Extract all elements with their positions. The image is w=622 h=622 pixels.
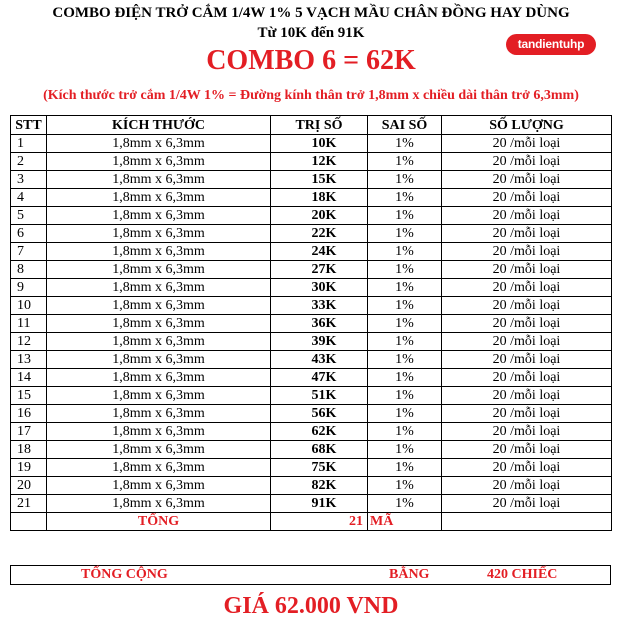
total-empty-cell — [442, 513, 612, 531]
row-stt: 13 — [11, 351, 47, 369]
row-size: 1,8mm x 6,3mm — [47, 225, 271, 243]
row-quantity: 20 /mỗi loại — [442, 405, 612, 423]
row-stt: 21 — [11, 495, 47, 513]
row-value: 39K — [271, 333, 368, 351]
row-value: 30K — [271, 279, 368, 297]
row-value: 47K — [271, 369, 368, 387]
row-tolerance: 1% — [368, 441, 442, 459]
row-value: 15K — [271, 171, 368, 189]
row-tolerance: 1% — [368, 279, 442, 297]
row-stt: 6 — [11, 225, 47, 243]
grand-total-label: TỔNG CỘNG — [81, 567, 168, 582]
row-quantity: 20 /mỗi loại — [442, 387, 612, 405]
table-row — [11, 405, 612, 423]
row-value: 43K — [271, 351, 368, 369]
row-quantity: 20 /mỗi loại — [442, 441, 612, 459]
table-row — [11, 297, 612, 315]
row-quantity: 20 /mỗi loại — [442, 207, 612, 225]
row-size: 1,8mm x 6,3mm — [47, 261, 271, 279]
range-subtitle: Từ 10K đến 91K — [257, 25, 365, 41]
row-stt: 9 — [11, 279, 47, 297]
row-size: 1,8mm x 6,3mm — [47, 315, 271, 333]
table-row — [11, 171, 612, 189]
row-quantity: 20 /mỗi loại — [442, 477, 612, 495]
table-row — [11, 243, 612, 261]
row-size: 1,8mm x 6,3mm — [47, 495, 271, 513]
row-tolerance: 1% — [368, 477, 442, 495]
table-row — [11, 315, 612, 333]
table-row — [11, 135, 612, 153]
row-value: 75K — [271, 459, 368, 477]
column-header-size: KÍCH THƯỚC — [47, 116, 271, 135]
row-tolerance: 1% — [368, 225, 442, 243]
row-size: 1,8mm x 6,3mm — [47, 171, 271, 189]
total-count: 21 — [271, 513, 368, 531]
row-quantity: 20 /mỗi loại — [442, 189, 612, 207]
column-header-stt: STT — [11, 116, 47, 135]
row-tolerance: 1% — [368, 261, 442, 279]
row-size: 1,8mm x 6,3mm — [47, 441, 271, 459]
grand-total-amount: 420 CHIẾC — [487, 567, 558, 582]
row-stt: 10 — [11, 297, 47, 315]
row-stt: 14 — [11, 369, 47, 387]
row-size: 1,8mm x 6,3mm — [47, 153, 271, 171]
price-label: GIÁ 62.000 VND — [223, 593, 399, 619]
row-quantity: 20 /mỗi loại — [442, 459, 612, 477]
row-stt: 15 — [11, 387, 47, 405]
row-value: 22K — [271, 225, 368, 243]
resistor-table — [10, 115, 612, 531]
row-stt: 3 — [11, 171, 47, 189]
row-quantity: 20 /mỗi loại — [442, 315, 612, 333]
row-stt: 8 — [11, 261, 47, 279]
row-stt: 4 — [11, 189, 47, 207]
row-stt: 16 — [11, 405, 47, 423]
row-quantity: 20 /mỗi loại — [442, 333, 612, 351]
row-size: 1,8mm x 6,3mm — [47, 459, 271, 477]
row-value: 62K — [271, 423, 368, 441]
table-header-row — [11, 116, 612, 135]
row-value: 27K — [271, 261, 368, 279]
row-value: 12K — [271, 153, 368, 171]
row-stt: 17 — [11, 423, 47, 441]
column-header-tolerance: SAI SỐ — [368, 116, 442, 135]
row-quantity: 20 /mỗi loại — [442, 297, 612, 315]
row-stt: 1 — [11, 135, 47, 153]
table-row — [11, 495, 612, 513]
row-size: 1,8mm x 6,3mm — [47, 387, 271, 405]
table-row — [11, 369, 612, 387]
row-tolerance: 1% — [368, 189, 442, 207]
table-row — [11, 225, 612, 243]
row-value: 68K — [271, 441, 368, 459]
row-quantity: 20 /mỗi loại — [442, 369, 612, 387]
row-stt: 5 — [11, 207, 47, 225]
row-tolerance: 1% — [368, 315, 442, 333]
size-note: (Kích thước trở cắm 1/4W 1% = Đường kính thân trở 1,8mm x chiều dài thân trở 6,3mm) — [43, 88, 579, 103]
row-value: 33K — [271, 297, 368, 315]
row-size: 1,8mm x 6,3mm — [47, 189, 271, 207]
table-row — [11, 153, 612, 171]
row-tolerance: 1% — [368, 243, 442, 261]
total-spacer-cell — [11, 513, 47, 531]
total-label: TỔNG — [47, 513, 271, 531]
table-row — [11, 261, 612, 279]
row-value: 18K — [271, 189, 368, 207]
row-quantity: 20 /mỗi loại — [442, 153, 612, 171]
row-size: 1,8mm x 6,3mm — [47, 423, 271, 441]
row-size: 1,8mm x 6,3mm — [47, 297, 271, 315]
grand-total-equals: BẰNG — [389, 567, 430, 582]
row-stt: 20 — [11, 477, 47, 495]
row-value: 91K — [271, 495, 368, 513]
table-row — [11, 387, 612, 405]
row-quantity: 20 /mỗi loại — [442, 171, 612, 189]
row-tolerance: 1% — [368, 423, 442, 441]
row-stt: 7 — [11, 243, 47, 261]
row-size: 1,8mm x 6,3mm — [47, 369, 271, 387]
row-tolerance: 1% — [368, 297, 442, 315]
row-size: 1,8mm x 6,3mm — [47, 477, 271, 495]
row-tolerance: 1% — [368, 153, 442, 171]
row-size: 1,8mm x 6,3mm — [47, 279, 271, 297]
row-tolerance: 1% — [368, 459, 442, 477]
row-tolerance: 1% — [368, 207, 442, 225]
row-value: 24K — [271, 243, 368, 261]
row-quantity: 20 /mỗi loại — [442, 495, 612, 513]
table-row — [11, 459, 612, 477]
row-value: 36K — [271, 315, 368, 333]
row-value: 51K — [271, 387, 368, 405]
row-quantity: 20 /mỗi loại — [442, 423, 612, 441]
page-title: COMBO ĐIỆN TRỞ CẮM 1/4W 1% 5 VẠCH MẦU CHÂN ĐỒNG HAY DÙNG — [52, 5, 570, 21]
column-header-quantity: SỐ LƯỢNG — [442, 116, 612, 135]
table-row — [11, 477, 612, 495]
brand-badge: tandientuhp — [506, 34, 596, 55]
row-tolerance: 1% — [368, 495, 442, 513]
row-stt: 18 — [11, 441, 47, 459]
row-quantity: 20 /mỗi loại — [442, 243, 612, 261]
row-size: 1,8mm x 6,3mm — [47, 243, 271, 261]
column-header-value: TRỊ SỐ — [271, 116, 368, 135]
grand-total-row — [10, 565, 611, 585]
row-value: 82K — [271, 477, 368, 495]
row-tolerance: 1% — [368, 369, 442, 387]
row-tolerance: 1% — [368, 135, 442, 153]
row-tolerance: 1% — [368, 351, 442, 369]
row-value: 56K — [271, 405, 368, 423]
row-quantity: 20 /mỗi loại — [442, 225, 612, 243]
row-tolerance: 1% — [368, 171, 442, 189]
table-row — [11, 333, 612, 351]
row-value: 20K — [271, 207, 368, 225]
table-row — [11, 351, 612, 369]
row-size: 1,8mm x 6,3mm — [47, 333, 271, 351]
row-tolerance: 1% — [368, 387, 442, 405]
row-tolerance: 1% — [368, 405, 442, 423]
row-quantity: 20 /mỗi loại — [442, 351, 612, 369]
row-size: 1,8mm x 6,3mm — [47, 135, 271, 153]
row-stt: 2 — [11, 153, 47, 171]
table-row — [11, 189, 612, 207]
row-size: 1,8mm x 6,3mm — [47, 207, 271, 225]
row-tolerance: 1% — [368, 333, 442, 351]
table-row — [11, 423, 612, 441]
table-row — [11, 279, 612, 297]
row-size: 1,8mm x 6,3mm — [47, 351, 271, 369]
row-size: 1,8mm x 6,3mm — [47, 405, 271, 423]
total-row — [11, 513, 612, 531]
row-value: 10K — [271, 135, 368, 153]
row-stt: 12 — [11, 333, 47, 351]
row-quantity: 20 /mỗi loại — [442, 261, 612, 279]
row-quantity: 20 /mỗi loại — [442, 135, 612, 153]
table-row — [11, 441, 612, 459]
combo-heading: COMBO 6 = 62K — [206, 45, 416, 76]
row-stt: 11 — [11, 315, 47, 333]
row-stt: 19 — [11, 459, 47, 477]
row-quantity: 20 /mỗi loại — [442, 279, 612, 297]
table-row — [11, 207, 612, 225]
total-unit: MÃ — [368, 513, 442, 531]
